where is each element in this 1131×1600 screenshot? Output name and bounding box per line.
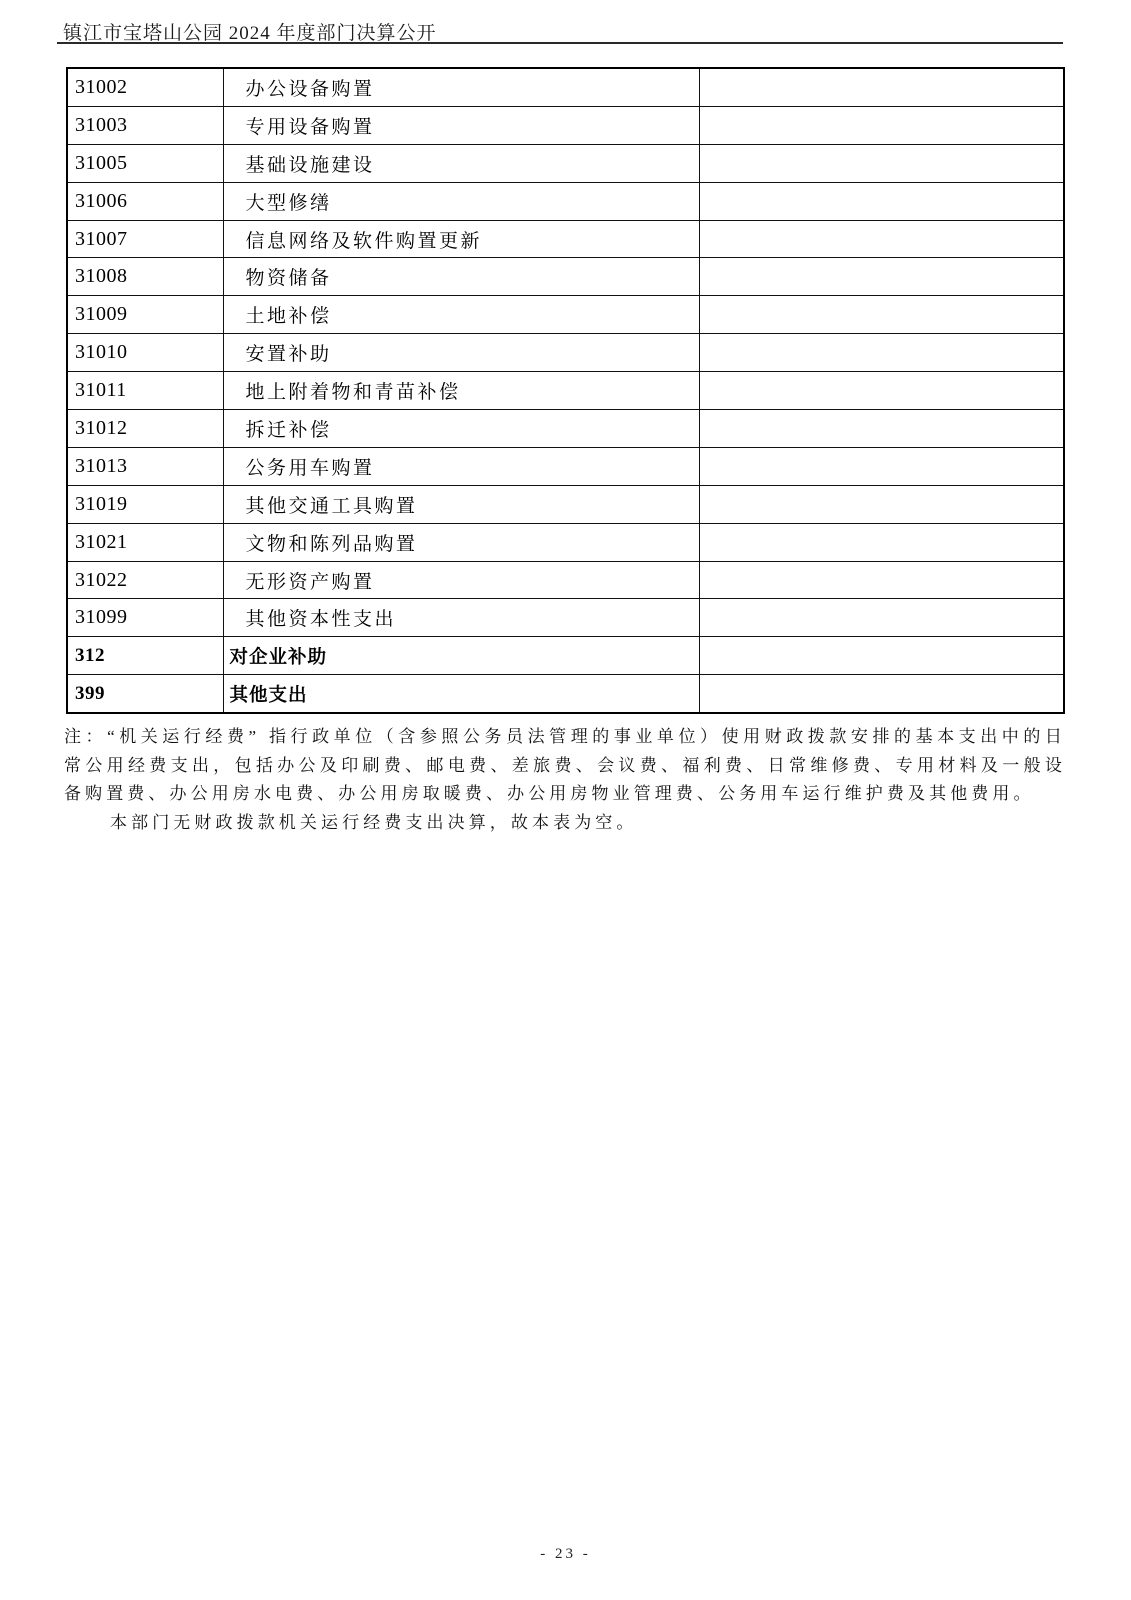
- row-code: 399: [67, 675, 223, 713]
- row-label: 基础设施建设: [223, 144, 699, 182]
- table-row: [67, 523, 1064, 561]
- row-label: 文物和陈列品购置: [223, 523, 699, 561]
- row-code: 31003: [67, 106, 223, 144]
- row-label: 信息网络及软件购置更新: [223, 220, 699, 258]
- row-label: 土地补偿: [223, 296, 699, 334]
- row-value: [699, 637, 1064, 675]
- row-code: 31011: [67, 372, 223, 410]
- row-value: [699, 599, 1064, 637]
- row-label: 物资储备: [223, 258, 699, 296]
- note-empty-table-statement: 本部门无财政拨款机关运行经费支出决算，故本表为空。: [110, 812, 638, 832]
- row-code: 31019: [67, 485, 223, 523]
- notes-section: [64, 723, 1066, 837]
- row-code: 31009: [67, 296, 223, 334]
- table-row: [67, 410, 1064, 448]
- row-value: [699, 258, 1064, 296]
- header-rule: [57, 42, 1063, 44]
- note-definition: 注：“机关运行经费” 指行政单位（含参照公务员法管理的事业单位）使用财政拨款安排的基本支出中的日常公用经费支出，包括办公及印刷费、邮电费、差旅费、会议费、福利费、日常维修费、专用材料及一般设备购置费、办公用房水电费、办公用房取暖费、办公用房物业管理费、公务用车运行维护费及其他费用。: [64, 727, 1066, 803]
- row-value: [699, 182, 1064, 220]
- row-value: [699, 523, 1064, 561]
- row-code: 31022: [67, 561, 223, 599]
- table-row: [67, 296, 1064, 334]
- table-row: [67, 561, 1064, 599]
- table-row: [67, 372, 1064, 410]
- table-row: [67, 182, 1064, 220]
- row-label: 专用设备购置: [223, 106, 699, 144]
- row-value: [699, 485, 1064, 523]
- row-code: 31012: [67, 410, 223, 448]
- row-value: [699, 144, 1064, 182]
- table-row: [67, 144, 1064, 182]
- row-label: 办公设备购置: [223, 68, 699, 106]
- row-label: 地上附着物和青苗补偿: [223, 372, 699, 410]
- row-code: 31002: [67, 68, 223, 106]
- row-label: 对企业补助: [223, 637, 699, 675]
- row-value: [699, 410, 1064, 448]
- row-value: [699, 372, 1064, 410]
- table-row: [67, 68, 1064, 106]
- row-value: [699, 447, 1064, 485]
- row-code: 31099: [67, 599, 223, 637]
- row-label: 其他交通工具购置: [223, 485, 699, 523]
- table-row: [67, 258, 1064, 296]
- row-code: 31008: [67, 258, 223, 296]
- row-code: 31021: [67, 523, 223, 561]
- row-code: 31013: [67, 447, 223, 485]
- row-code: 31010: [67, 334, 223, 372]
- table-row: [67, 106, 1064, 144]
- row-label: 大型修缮: [223, 182, 699, 220]
- row-code: 312: [67, 637, 223, 675]
- page-title: 镇江市宝塔山公园 2024 年度部门决算公开: [63, 23, 437, 44]
- budget-table-body: [67, 68, 1064, 713]
- row-value: [699, 220, 1064, 258]
- row-label: 拆迁补偿: [223, 410, 699, 448]
- row-value: [699, 561, 1064, 599]
- row-label: 安置补助: [223, 334, 699, 372]
- row-value: [699, 68, 1064, 106]
- row-value: [699, 296, 1064, 334]
- row-label: 无形资产购置: [223, 561, 699, 599]
- table-row: [67, 637, 1064, 675]
- table-row: [67, 220, 1064, 258]
- row-code: 31005: [67, 144, 223, 182]
- table-row: [67, 485, 1064, 523]
- row-value: [699, 675, 1064, 713]
- page-number: - 23 -: [540, 1546, 591, 1562]
- table-row: [67, 599, 1064, 637]
- row-label: 其他资本性支出: [223, 599, 699, 637]
- row-label: 公务用车购置: [223, 447, 699, 485]
- budget-table: [66, 67, 1065, 714]
- row-value: [699, 106, 1064, 144]
- table-row: [67, 675, 1064, 713]
- row-label: 其他支出: [223, 675, 699, 713]
- table-row: [67, 334, 1064, 372]
- row-code: 31007: [67, 220, 223, 258]
- table-row: [67, 447, 1064, 485]
- row-value: [699, 334, 1064, 372]
- row-code: 31006: [67, 182, 223, 220]
